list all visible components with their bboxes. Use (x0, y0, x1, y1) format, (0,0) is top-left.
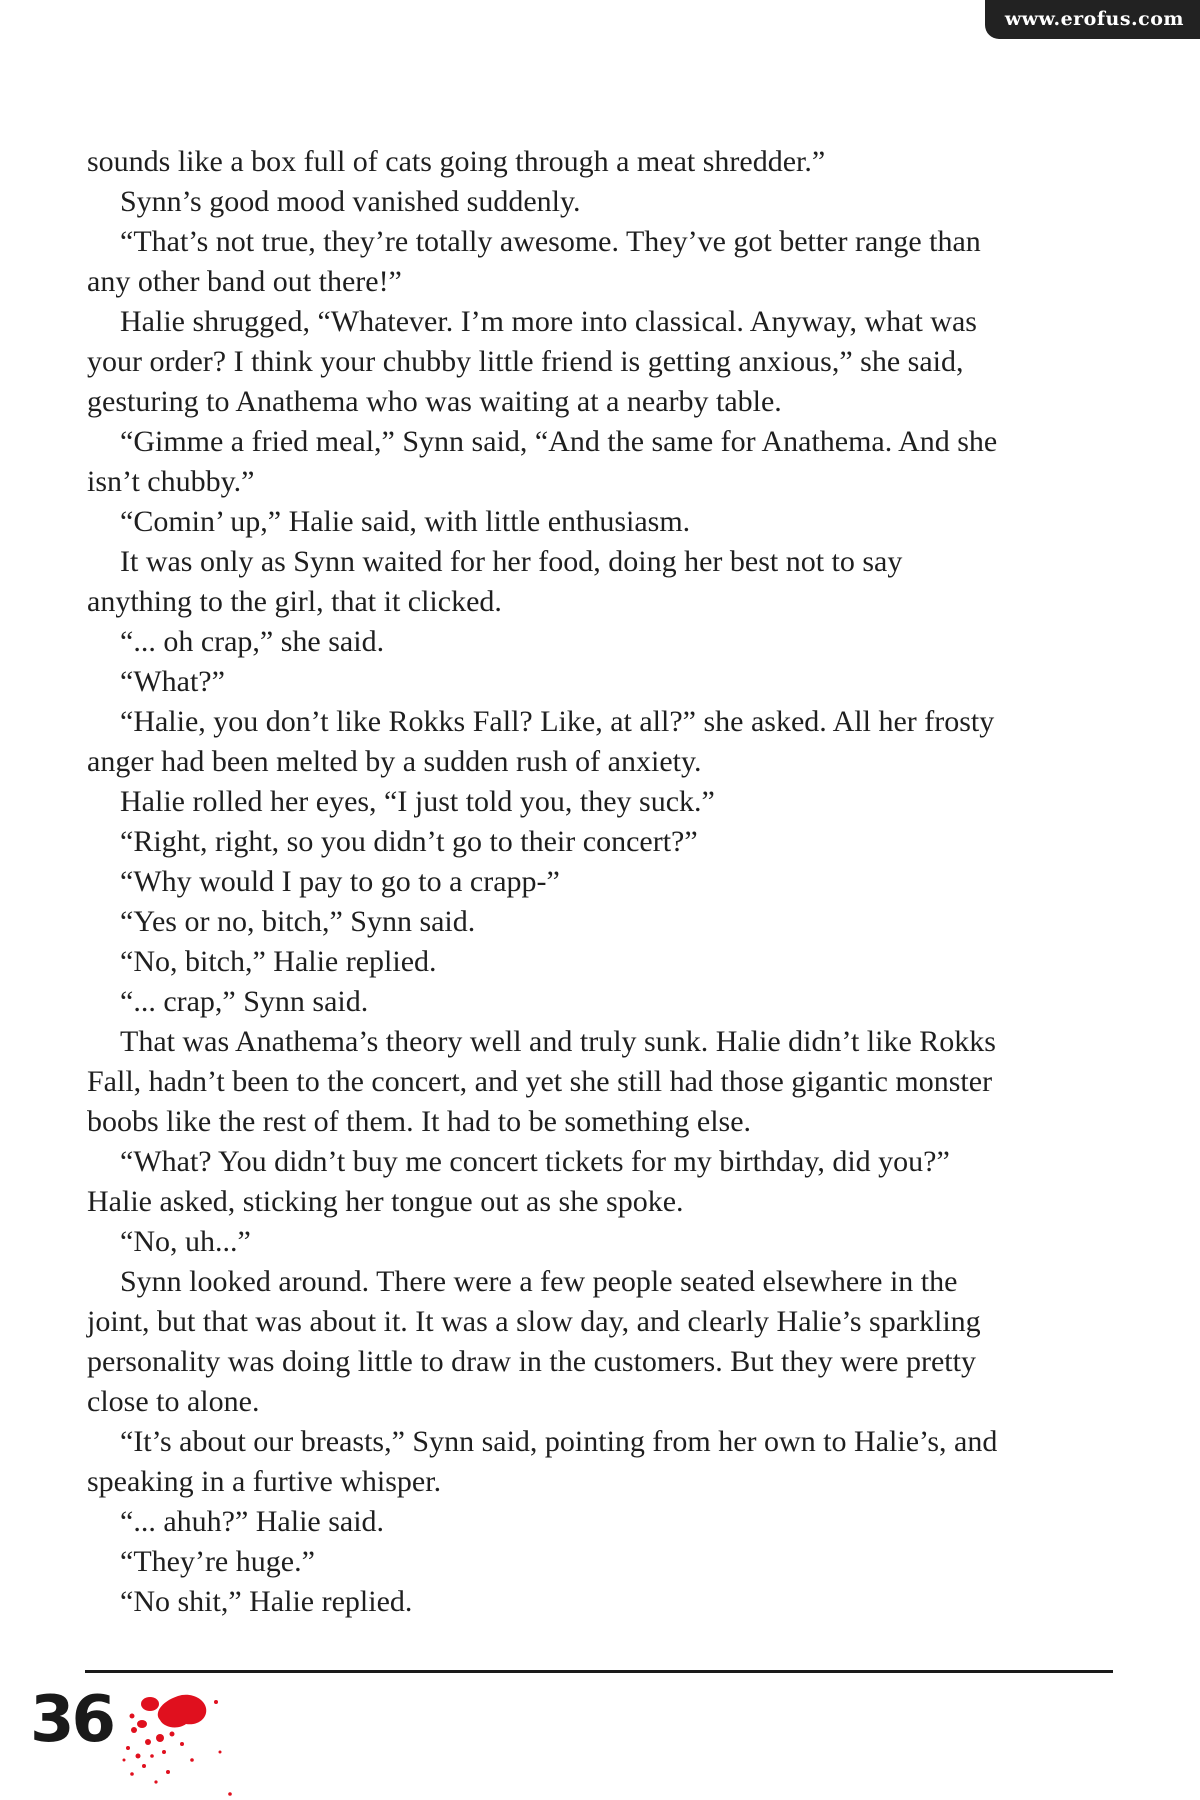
text-line: “Gimme a fried meal,” Synn said, “And the same for Anathema. And she (120, 425, 998, 458)
text-line: Halie asked, sticking her tongue out as she spoke. (87, 1185, 684, 1218)
page-number: 36 (30, 1683, 114, 1757)
watermark: www.erofus.com (985, 0, 1200, 39)
text-line: “It’s about our breasts,” Synn said, pointing from her own to Halie’s, and (120, 1425, 998, 1458)
text-line: Halie shrugged, “Whatever. I’m more into classical. Anyway, what was (120, 305, 977, 338)
footer-rule (85, 1670, 1113, 1673)
text-line: “No, bitch,” Halie replied. (120, 945, 437, 978)
text-line: That was Anathema’s theory well and truly sunk. Halie didn’t like Rokks (120, 1025, 996, 1058)
text-line: “Right, right, so you didn’t go to their concert?” (120, 825, 698, 858)
text-line: Synn’s good mood vanished suddenly. (120, 185, 581, 218)
text-line: Halie rolled her eyes, “I just told you, they suck.” (120, 785, 715, 818)
text-line: gesturing to Anathema who was waiting at a nearby table. (87, 385, 782, 418)
text-line: It was only as Synn waited for her food, doing her best not to say (120, 545, 903, 578)
text-line: personality was doing little to draw in the customers. But they were pretty (87, 1345, 976, 1378)
text-line: joint, but that was about it. It was a slow day, and clearly Halie’s sparkling (87, 1305, 981, 1338)
text-line: boobs like the rest of them. It had to be something else. (87, 1105, 752, 1138)
text-line: close to alone. (87, 1385, 260, 1418)
text-line: any other band out there!” (87, 265, 402, 298)
text-line: “No shit,” Halie replied. (120, 1585, 413, 1618)
text-line: Synn looked around. There were a few people seated elsewhere in the (120, 1265, 958, 1298)
text-line: “... crap,” Synn said. (120, 985, 369, 1018)
text-line: “Halie, you don’t like Rokks Fall? Like, at all?” she asked. All her frosty (120, 705, 995, 738)
text-line: isn’t chubby.” (87, 465, 255, 498)
text-line: anger had been melted by a sudden rush of anxiety. (87, 745, 702, 778)
text-line: “... ahuh?” Halie said. (120, 1505, 385, 1538)
text-line: anything to the girl, that it clicked. (87, 585, 502, 618)
text-line: sounds like a box full of cats going through a meat shredder.” (87, 145, 826, 178)
text-line: your order? I think your chubby little friend is getting anxious,” she said, (87, 345, 964, 378)
text-line: “No, uh...” (120, 1225, 251, 1258)
text-line: “They’re huge.” (120, 1545, 315, 1578)
text-line: “Yes or no, bitch,” Synn said. (120, 905, 476, 938)
text-line: “What? You didn’t buy me concert tickets for my birthday, did you?” (120, 1145, 950, 1178)
blood-splatter-icon (120, 1690, 240, 1800)
page-body-text (87, 142, 1115, 1622)
text-line: “... oh crap,” she said. (120, 625, 385, 658)
text-line: “Comin’ up,” Halie said, with little enthusiasm. (120, 505, 691, 538)
text-line: Fall, hadn’t been to the concert, and yet she still had those gigantic monster (87, 1065, 993, 1098)
text-line: “Why would I pay to go to a crapp-” (120, 865, 560, 898)
text-line: “What?” (120, 665, 225, 698)
text-line: “That’s not true, they’re totally awesome. They’ve got better range than (120, 225, 981, 258)
text-line: speaking in a furtive whisper. (87, 1465, 442, 1498)
